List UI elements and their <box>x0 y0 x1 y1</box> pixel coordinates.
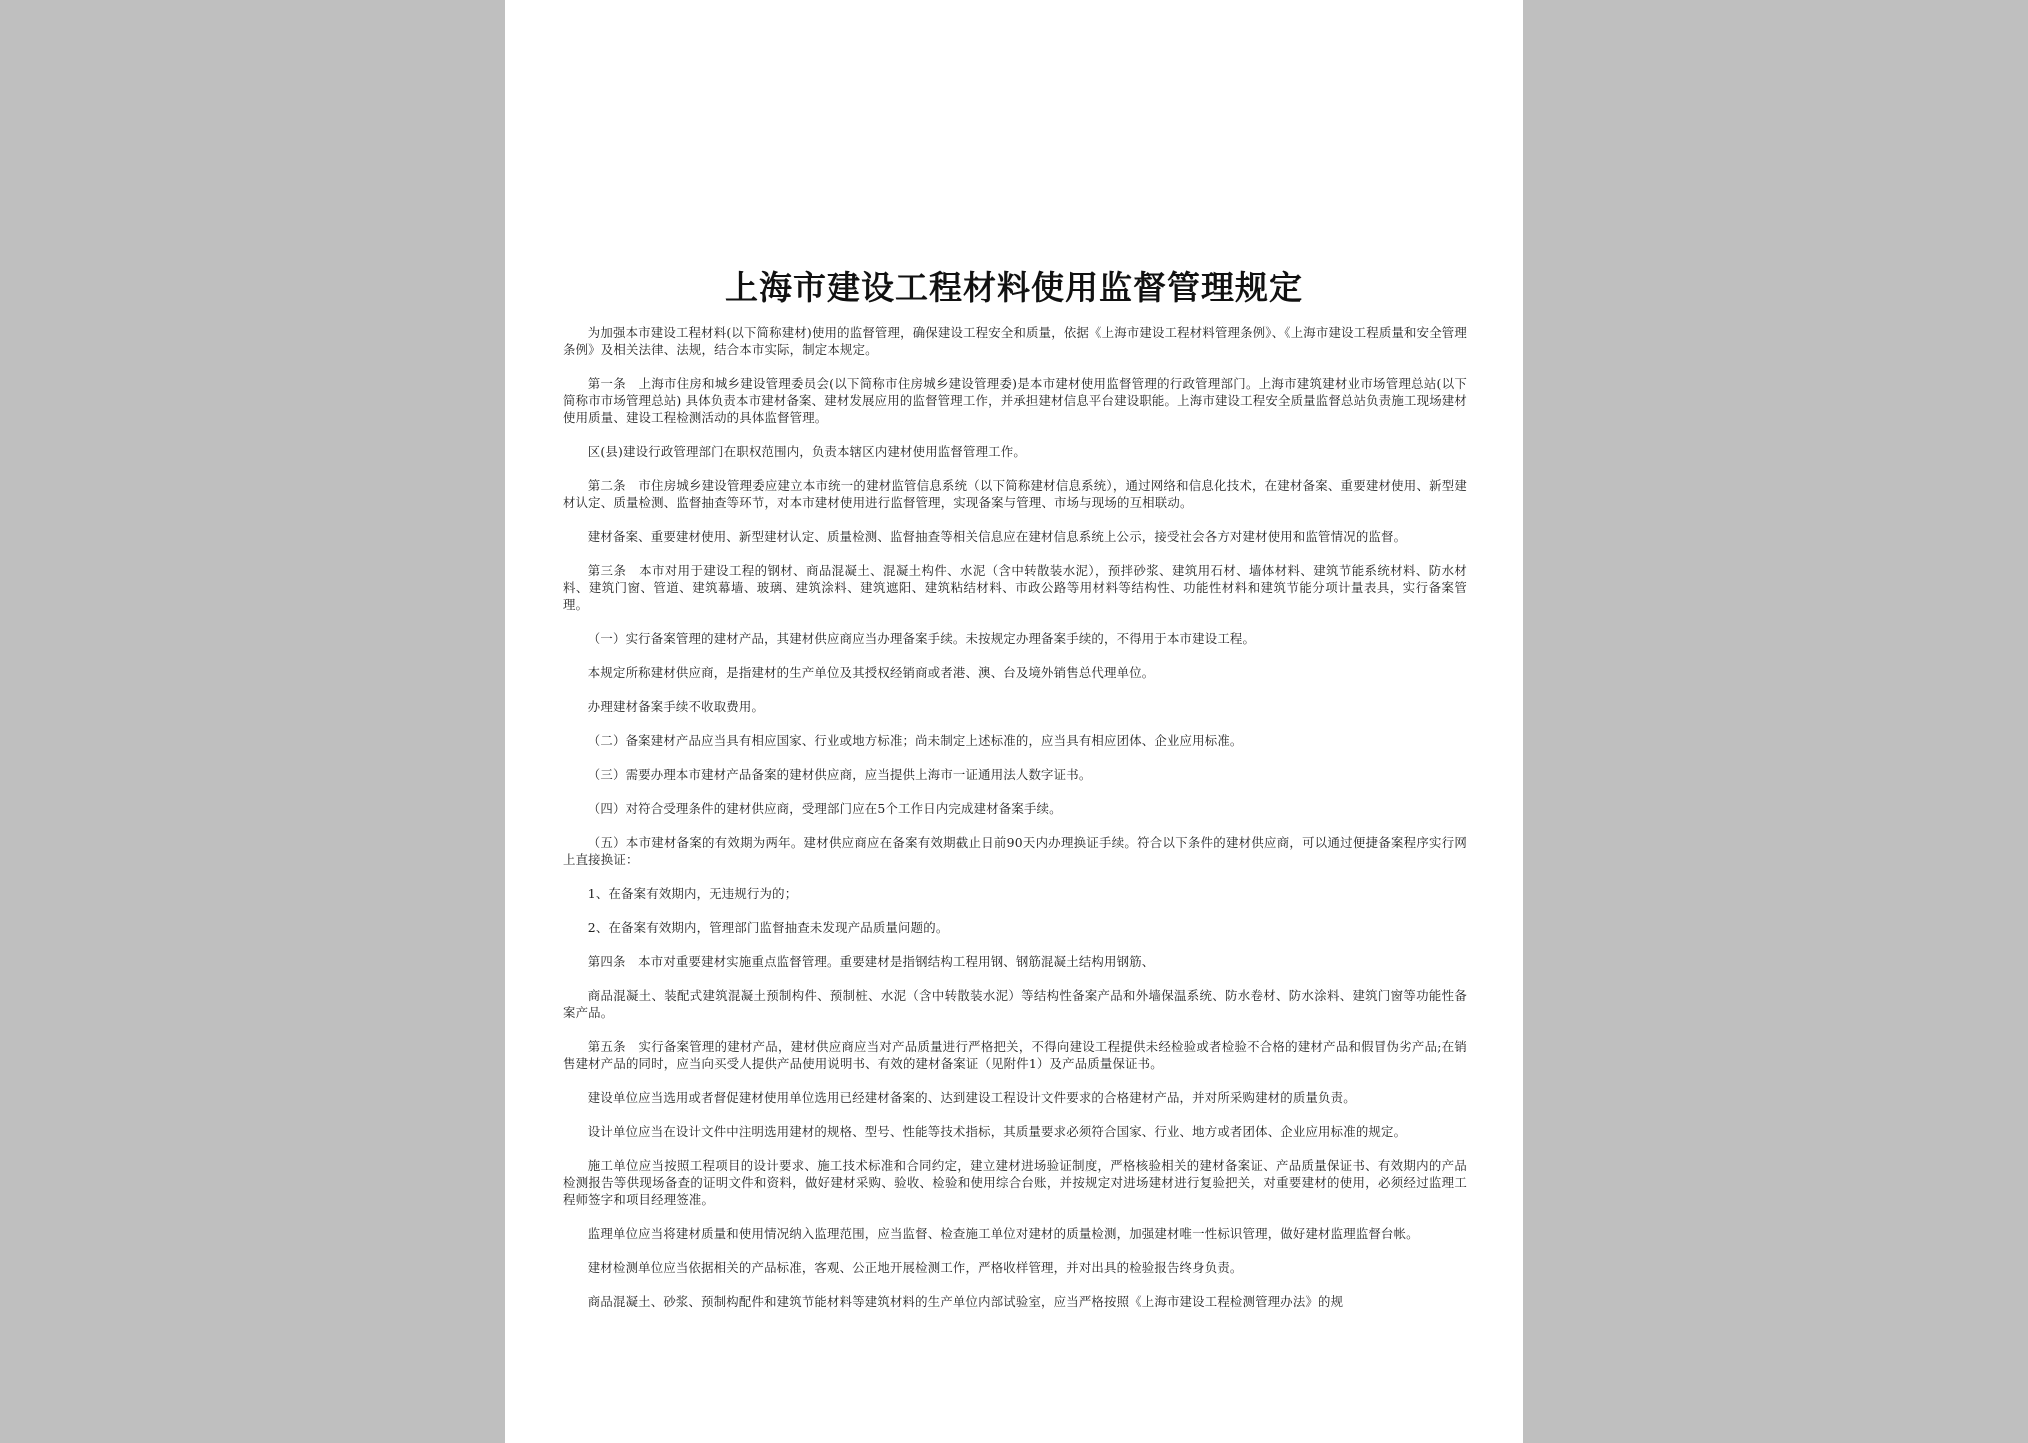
paragraph: 建材备案、重要建材使用、新型建材认定、质量检测、监督抽查等相关信息应在建材信息系统上公示，接受社会各方对建材使用和监管情况的监督。 <box>587 529 1407 544</box>
paragraph-item-3: （三）需要办理本市建材产品备案的建材供应商，应当提供上海市一证通用法人数字证书。 <box>587 767 1092 782</box>
paragraph-subitem-1: 1、在备案有效期内，无违规行为的； <box>587 886 798 901</box>
paragraph: 设计单位应当在设计文件中注明选用建材的规格、型号、性能等技术指标，其质量要求必须符合国家、行业、地方或者团体、企业应用标准的规定。 <box>587 1124 1407 1139</box>
paragraph: 办理建材备案手续不收取费用。 <box>587 699 765 714</box>
paragraph-item-4: （四）对符合受理条件的建材供应商，受理部门应在5个工作日内完成建材备案手续。 <box>587 801 1062 816</box>
paragraph: 商品混凝土、装配式建筑混凝土预制构件、预制桩、水泥（含中转散装水泥）等结构性备案产品和外墙保温系统、防水卷材、防水涂料、建筑门窗等功能性备案产品。 <box>563 988 1467 1020</box>
paragraph: 建材检测单位应当依据相关的产品标准，客观、公正地开展检测工作，严格收样管理，并对出具的检验报告终身负责。 <box>587 1260 1243 1275</box>
paragraph: 建设单位应当选用或者督促建材使用单位选用已经建材备案的、达到建设工程设计文件要求的合格建材产品，并对所采购建材的质量负责。 <box>587 1090 1356 1105</box>
paragraph-article-5: 第五条 实行备案管理的建材产品，建材供应商应当对产品质量进行严格把关，不得向建设工程提供未经检验或者检验不合格的建材产品和假冒伪劣产品;在销售建材产品的同时，应当向买受人提供产品使用说明书、有效的建材备案证（见附件1）及产品质量保证书。 <box>563 1039 1467 1071</box>
paragraph-preamble: 为加强本市建设工程材料(以下简称建材)使用的监督管理，确保建设工程安全和质量，依据《上海市建设工程材料管理条例》、《上海市建设工程质量和安全管理条例》及相关法律、法规，结合本市实际，制定本规定。 <box>563 325 1467 357</box>
document-body <box>563 324 1467 1327</box>
paragraph-subitem-2: 2、在备案有效期内，管理部门监督抽查未发现产品质量问题的。 <box>587 920 949 935</box>
document-page <box>505 0 1523 1443</box>
paragraph: 区(县)建设行政管理部门在职权范围内，负责本辖区内建材使用监督管理工作。 <box>587 444 1026 459</box>
paragraph-article-2: 第二条 市住房城乡建设管理委应建立本市统一的建材监管信息系统（以下简称建材信息系统），通过网络和信息化技术，在建材备案、重要建材使用、新型建材认定、质量检测、监督抽查等环节，对本市建材使用进行监督管理，实现备案与管理、市场与现场的互相联动。 <box>563 478 1467 510</box>
paragraph-item-5: （五）本市建材备案的有效期为两年。建材供应商应在备案有效期截止日前90天内办理换证手续。符合以下条件的建材供应商，可以通过便捷备案程序实行网上直接换证： <box>563 835 1467 867</box>
paragraph-article-4: 第四条 本市对重要建材实施重点监督管理。重要建材是指钢结构工程用钢、钢筋混凝土结构用钢筋、 <box>587 954 1155 969</box>
paragraph: 本规定所称建材供应商，是指建材的生产单位及其授权经销商或者港、澳、台及境外销售总代理单位。 <box>587 665 1155 680</box>
paragraph: 监理单位应当将建材质量和使用情况纳入监理范围，应当监督、检查施工单位对建材的质量检测，加强建材唯一性标识管理，做好建材监理监督台帐。 <box>587 1226 1419 1241</box>
paragraph: 施工单位应当按照工程项目的设计要求、施工技术标准和合同约定，建立建材进场验证制度，严格核验相关的建材备案证、产品质量保证书、有效期内的产品检测报告等供现场备查的证明文件和资料，做好建材采购、验收、检验和使用综合台账，并按规定对进场建材进行复验把关，对重要建材的使用，必须经过监理工程师签字和项目经理签准。 <box>563 1158 1467 1207</box>
paragraph-article-1: 第一条 上海市住房和城乡建设管理委员会(以下简称市住房城乡建设管理委)是本市建材使用监督管理的行政管理部门。上海市建筑建材业市场管理总站(以下简称市市场管理总站) 具体负责本市建材备案、建材发展应用的监督管理工作，并承担建材信息平台建设职能。上海市建设工程安全质量监督总站负责施工现场建材使用质量、建设工程检测活动的具体监督管理。 <box>563 376 1467 425</box>
paragraph: 商品混凝土、砂浆、预制构配件和建筑节能材料等建筑材料的生产单位内部试验室，应当严格按照《上海市建设工程检测管理办法》的规 <box>587 1294 1344 1309</box>
document-title: 上海市建设工程材料使用监督管理规定 <box>725 268 1303 307</box>
paragraph-item-2: （二）备案建材产品应当具有相应国家、行业或地方标准；尚未制定上述标准的，应当具有相应团体、企业应用标准。 <box>587 733 1243 748</box>
paragraph-article-3: 第三条 本市对用于建设工程的钢材、商品混凝土、混凝土构件、水泥（含中转散装水泥），预拌砂浆、建筑用石材、墙体材料、建筑节能系统材料、防水材料、建筑门窗、管道、建筑幕墙、玻璃、建筑涂料、建筑遮阳、建筑粘结材料、市政公路等用材料等结构性、功能性材料和建筑节能分项计量表具，实行备案管理。 <box>563 563 1467 612</box>
paragraph-item-1: （一）实行备案管理的建材产品，其建材供应商应当办理备案手续。未按规定办理备案手续的，不得用于本市建设工程。 <box>587 631 1256 646</box>
